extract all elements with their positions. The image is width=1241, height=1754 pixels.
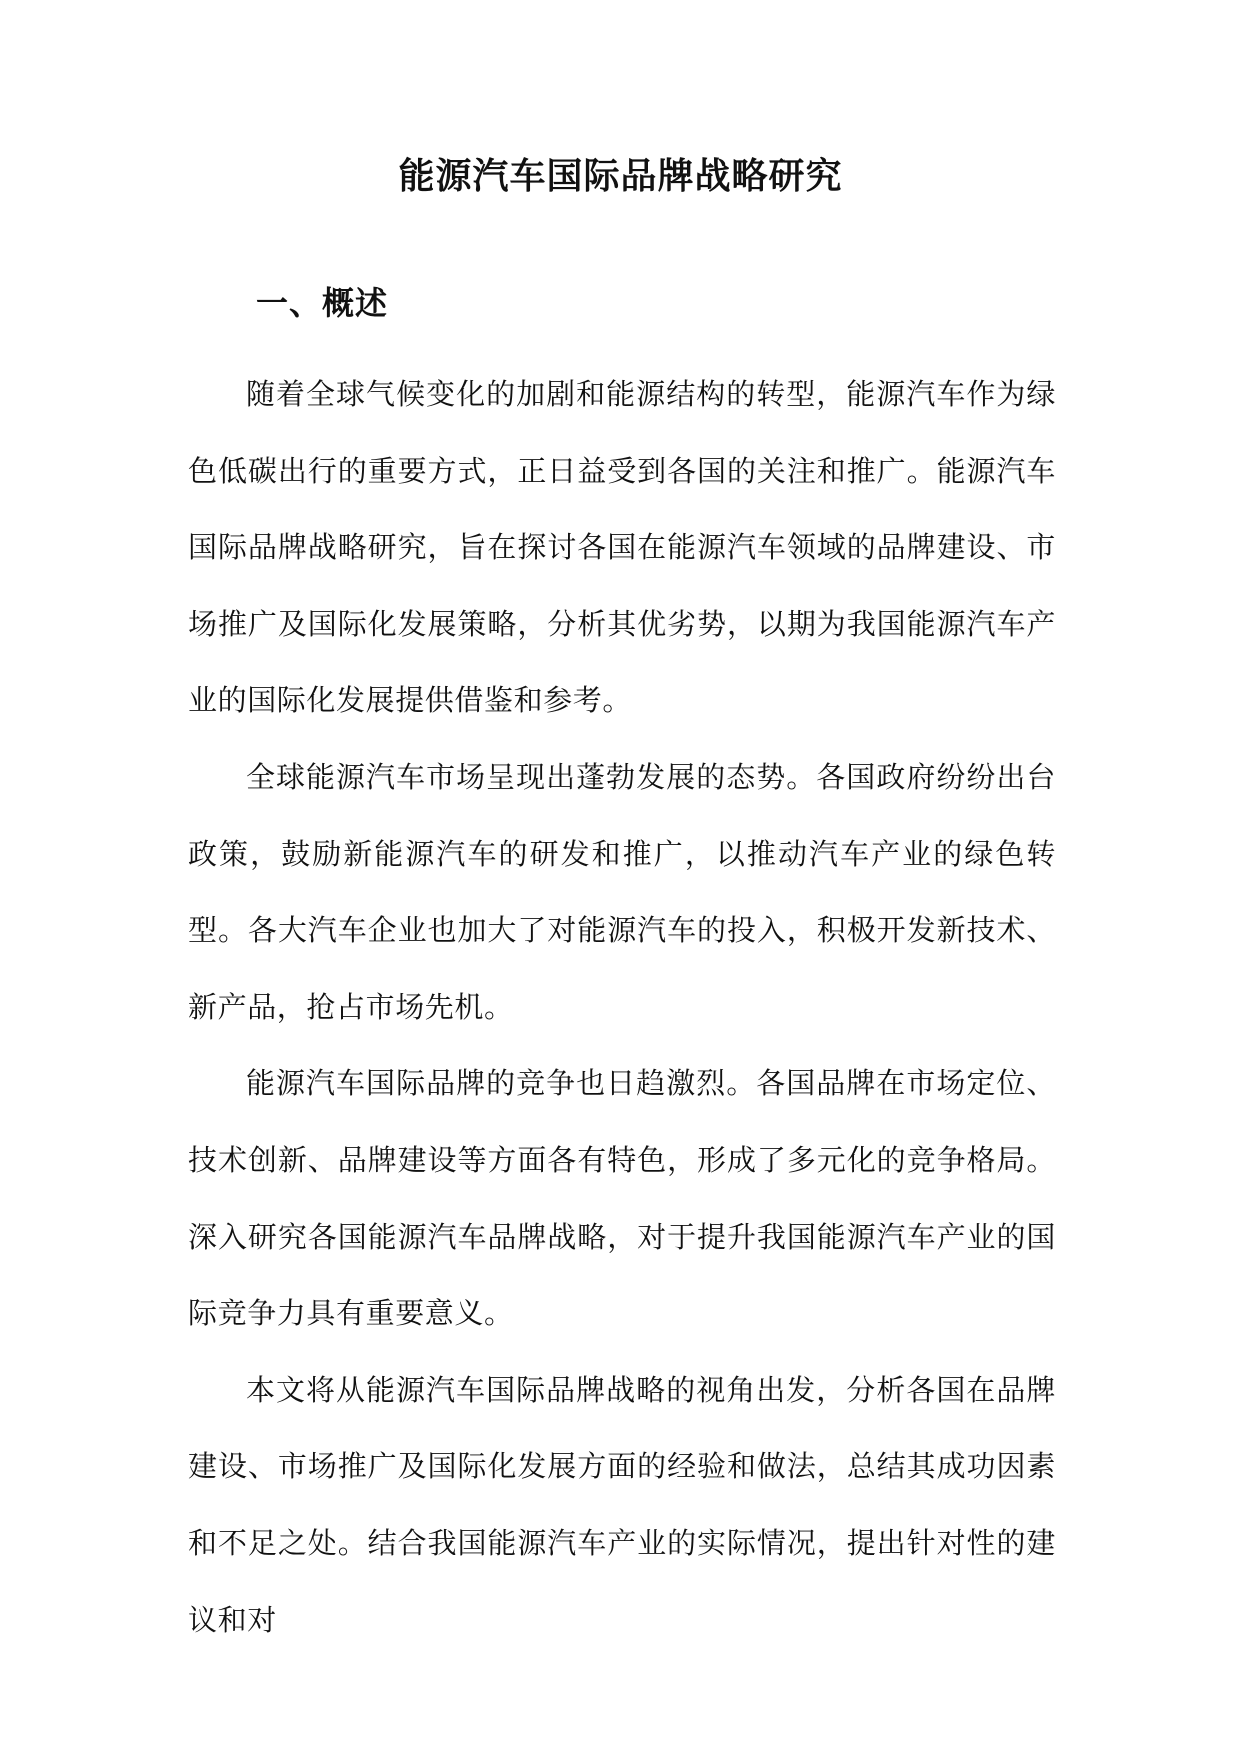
paragraph-2: 全球能源汽车市场呈现出蓬勃发展的态势。各国政府纷纷出台政策，鼓励新能源汽车的研发和推广，以推动汽车产业的绿色转型。各大汽车企业也加大了对能源汽车的投入，积极开发新技术、新产品，抢占市场先机。	[188, 759, 1056, 1024]
paragraph-4: 本文将从能源汽车国际品牌战略的视角出发，分析各国在品牌建设、市场推广及国际化发展方面的经验和做法，总结其成功因素和不足之处。结合我国能源汽车产业的实际情况，提出针对性的建议和对	[188, 1372, 1056, 1637]
section-heading: 一、概述	[256, 284, 389, 322]
paragraph-3: 能源汽车国际品牌的竞争也日趋激烈。各国品牌在市场定位、技术创新、品牌建设等方面各有特色，形成了多元化的竞争格局。深入研究各国能源汽车品牌战略，对于提升我国能源汽车产业的国际竞争力具有重要意义。	[188, 1066, 1056, 1331]
paragraph-1: 随着全球气候变化的加剧和能源结构的转型，能源汽车作为绿色低碳出行的重要方式，正日益受到各国的关注和推广。能源汽车国际品牌战略研究，旨在探讨各国在能源汽车领域的品牌建设、市场推广及国际化发展策略，分析其优劣势，以期为我国能源汽车产业的国际化发展提供借鉴和参考。	[188, 377, 1056, 718]
document-title: 能源汽车国际品牌战略研究	[398, 155, 843, 197]
body-text	[188, 356, 1056, 1658]
